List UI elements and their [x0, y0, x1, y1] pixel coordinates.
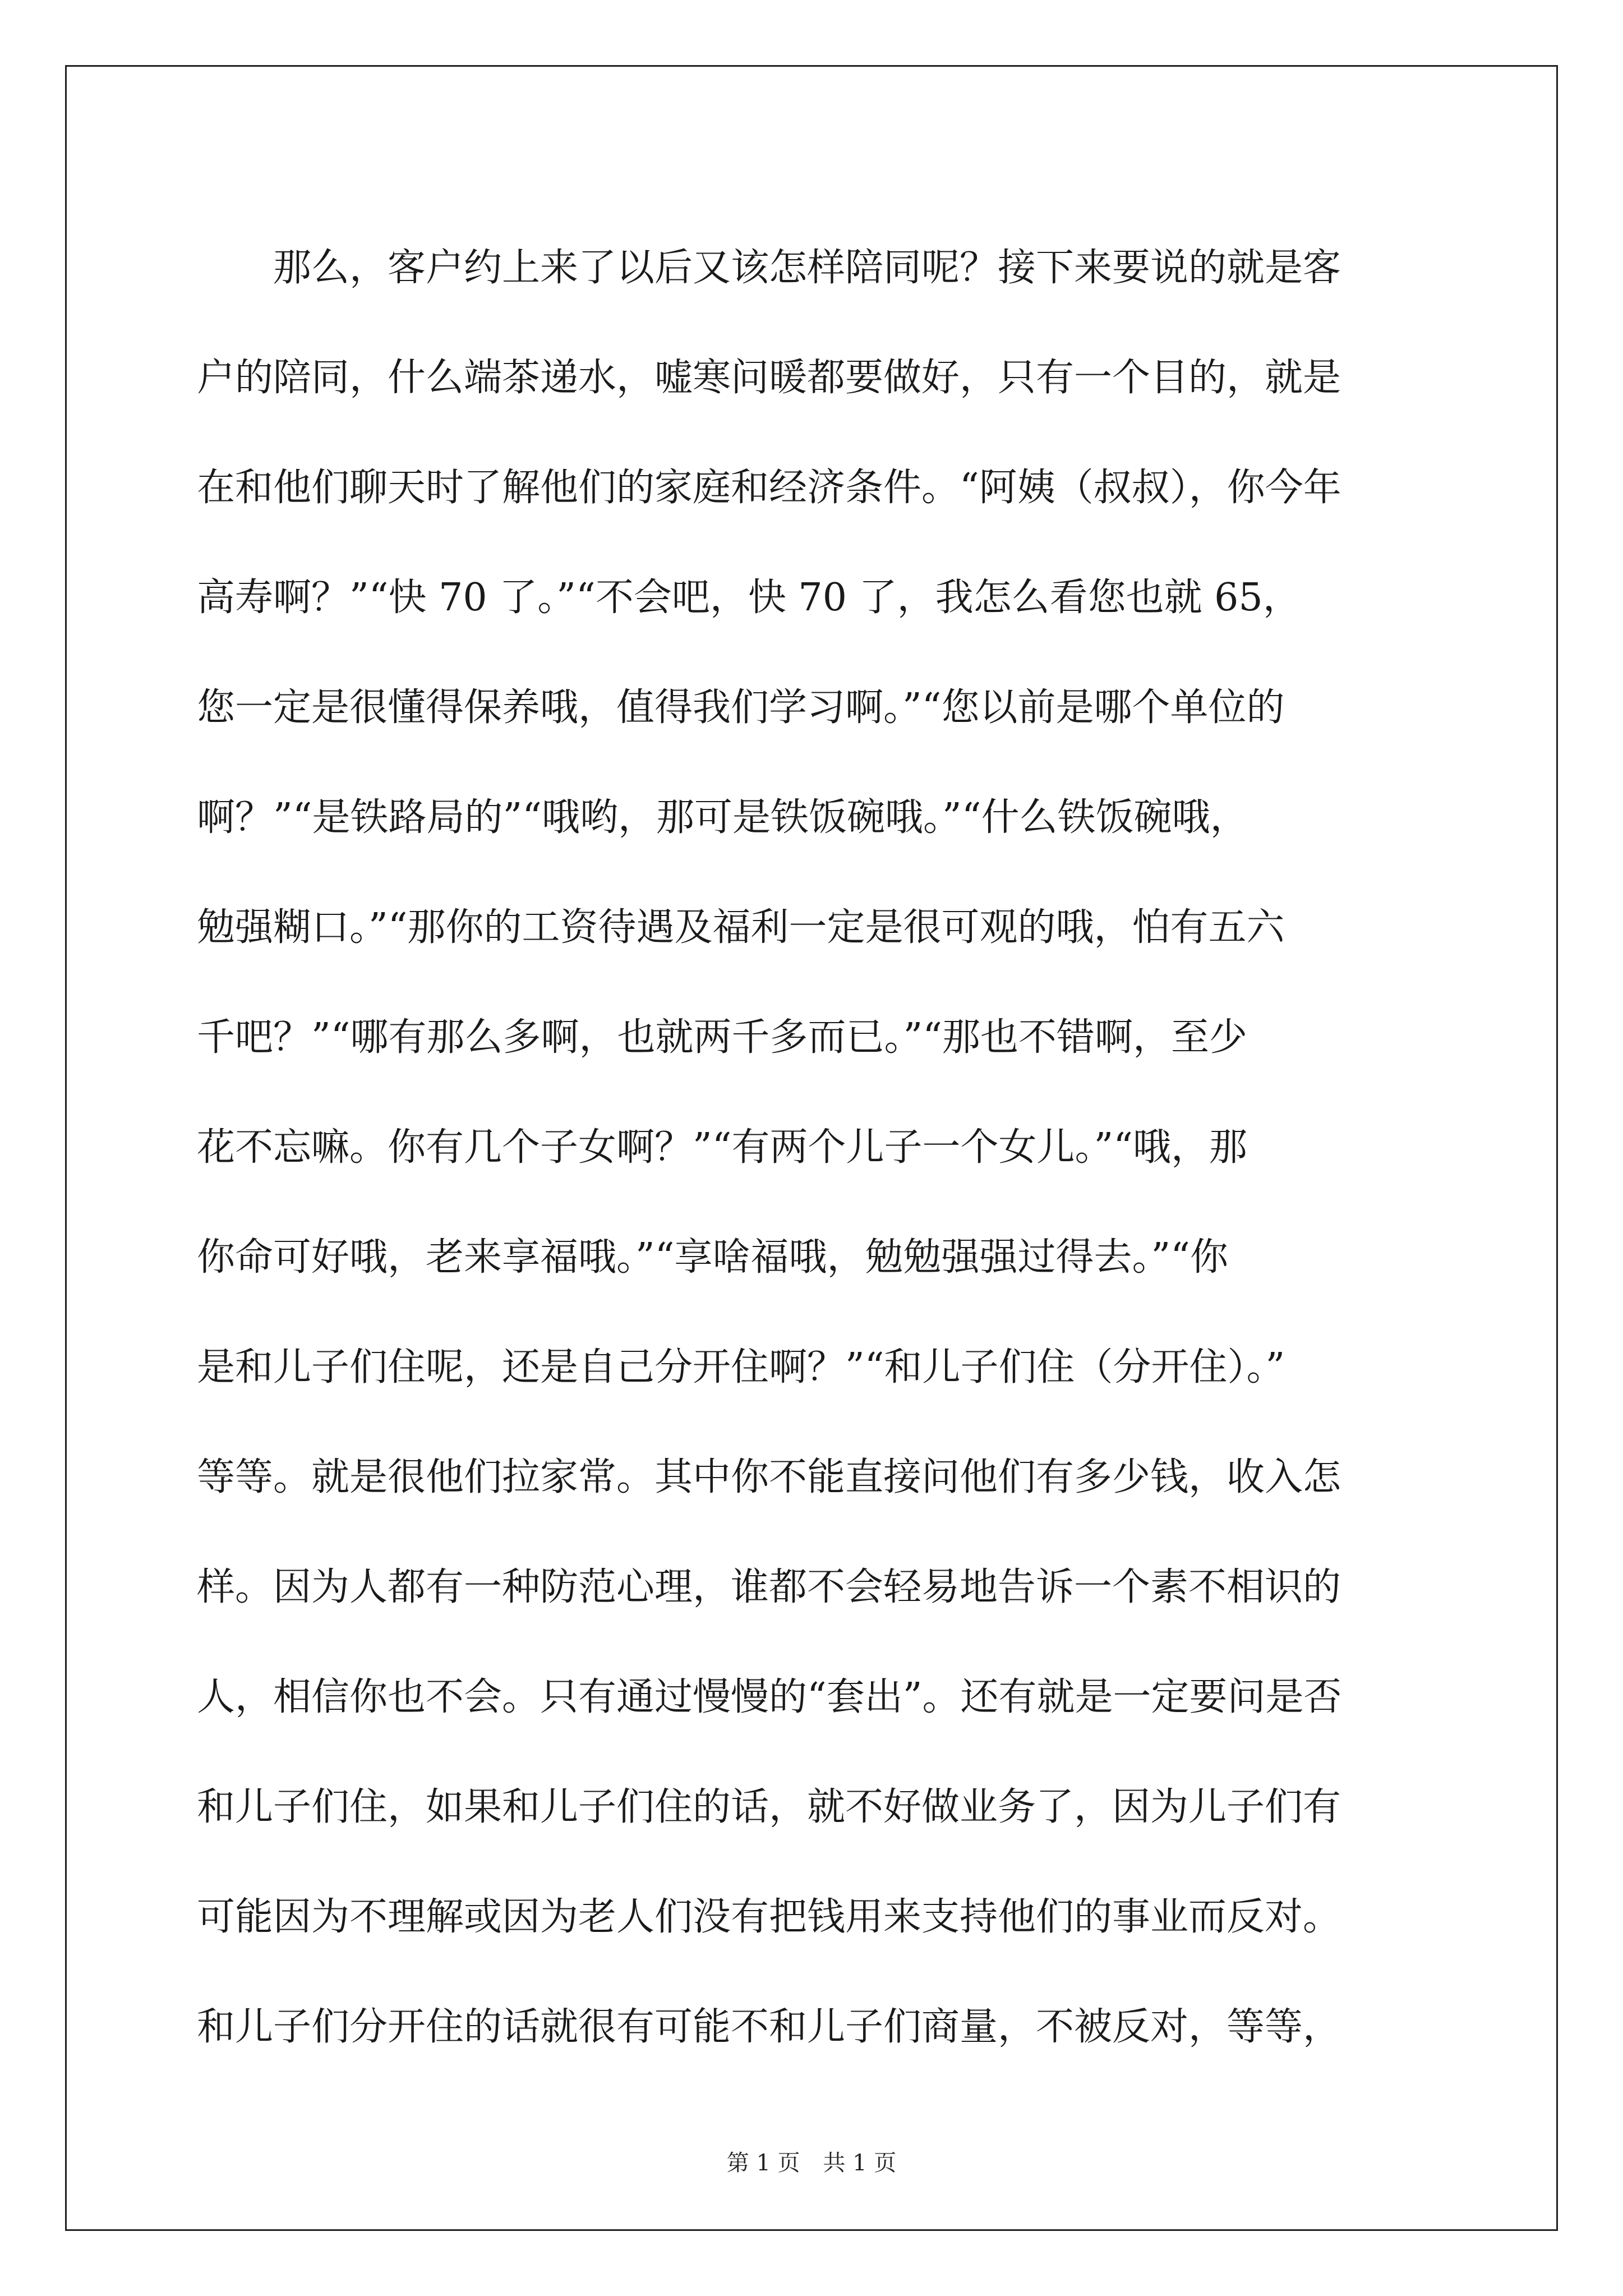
text-line: 可能因为不理解或因为老人们没有把钱用来支持他们的事业而反对。 [197, 1895, 1341, 1939]
text-line: 那么，客户约上来了以后又该怎样陪同呢？接下来要说的就是客 [197, 246, 1341, 290]
text-line: 高寿啊？”“快 70 了。”“不会吧，快 70 了，我怎么看您也就 65， [197, 576, 1301, 620]
text-line: 你命可好哦，老来享福哦。”“享啥福哦，勉勉强强过得去。”“你 [197, 1235, 1229, 1280]
text-line: 样。因为人都有一种防范心理，谁都不会轻易地告诉一个素不相识的 [197, 1565, 1341, 1609]
document-body [197, 213, 1431, 2082]
text-line: 人，相信你也不会。只有通过慢慢的“套出”。还有就是一定要问是否 [197, 1675, 1342, 1719]
text-line: 等等。就是很他们拉家常。其中你不能直接问他们有多少钱，收入怎 [197, 1455, 1341, 1499]
text-line: 您一定是很懂得保养哦，值得我们学习啊。”“您以前是哪个单位的 [197, 685, 1285, 730]
text-line: 和儿子们住，如果和儿子们住的话，就不好做业务了，因为儿子们有 [197, 1785, 1341, 1829]
text-line: 户的陪同，什么端茶递水，嘘寒问暖都要做好，只有一个目的，就是 [197, 356, 1341, 400]
text-line: 和儿子们分开住的话就很有可能不和儿子们商量，不被反对，等等， [197, 2005, 1341, 2049]
page-footer [0, 2145, 1623, 2177]
text-line: 勉强糊口。”“那你的工资待遇及福利一定是很可观的哦，怕有五六 [197, 905, 1285, 950]
text-line: 花不忘嘛。你有几个子女啊？”“有两个儿子一个女儿。”“哦，那 [197, 1125, 1248, 1170]
page-total: 共 1 页 [823, 2150, 897, 2176]
text-line: 是和儿子们住呢，还是自己分开住啊？”“和儿子们住（分开住）。” [197, 1345, 1285, 1389]
page-number: 第 1 页 [726, 2150, 800, 2176]
text-line: 在和他们聊天时了解他们的家庭和经济条件。“阿姨（叔叔），你今年 [197, 466, 1341, 510]
text-line: 千吧？”“哪有那么多啊，也就两千多而已。”“那也不错啊，至少 [197, 1015, 1248, 1060]
text-line: 啊？”“是铁路局的”“哦哟，那可是铁饭碗哦。”“什么铁饭碗哦， [197, 795, 1248, 840]
